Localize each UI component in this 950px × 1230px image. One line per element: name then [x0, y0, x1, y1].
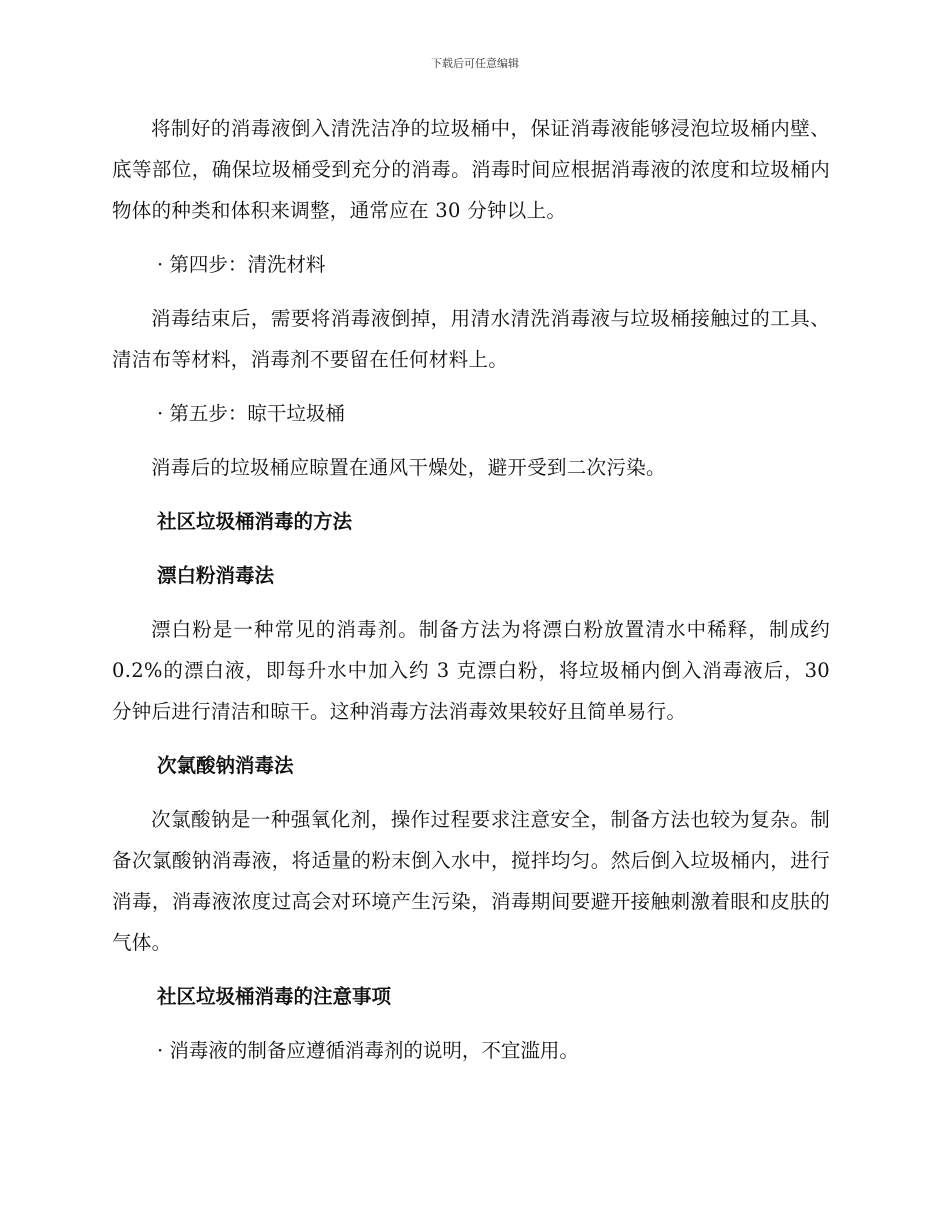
- section-heading-methods: 社区垃圾桶消毒的方法: [157, 510, 353, 533]
- paragraph-bleach-method: 漂白粉是一种常见的消毒剂。制备方法为将漂白粉放置清水中稀释，制成约 0.2%的漂白液，即每升水中加入约 3 克漂白粉，将垃圾桶内倒入消毒液后，30 分钟后进行清洁和晾干。这种消毒方法消毒效果较好且简单易行。: [112, 618, 830, 723]
- paragraph-disinfect-soak: 将制好的消毒液倒入清洗洁净的垃圾桶中，保证消毒液能够浸泡垃圾桶内壁、底等部位，确保垃圾桶受到充分的消毒。消毒时间应根据消毒液的浓度和垃圾桶内物体的种类和体积来调整，通常应在 30 分钟以上。: [112, 117, 830, 222]
- paragraph-wash-materials: 消毒结束后，需要将消毒液倒掉，用清水清洗消毒液与垃圾桶接触过的工具、清洁布等材料，消毒剂不要留在任何材料上。: [112, 307, 830, 371]
- subheading-hypochlorite-method: 次氯酸钠消毒法: [157, 754, 294, 777]
- page-header: 下载后可任意编辑: [431, 57, 519, 70]
- subheading-bleach-method: 漂白粉消毒法: [157, 564, 275, 587]
- step-four-heading: · 第四步：清洗材料: [157, 253, 326, 276]
- step-five-heading: · 第五步：晾干垃圾桶: [157, 402, 345, 425]
- document-body: [112, 108, 830, 1071]
- section-heading-precautions: 社区垃圾桶消毒的注意事项: [157, 985, 392, 1008]
- paragraph-dry-bin: 消毒后的垃圾桶应晾置在通风干燥处，避开受到二次污染。: [151, 456, 666, 479]
- paragraph-hypochlorite-method: 次氯酸钠是一种强氧化剂，操作过程要求注意安全，制备方法也较为复杂。制备次氯酸钠消毒液，将适量的粉末倒入水中，搅拌均匀。然后倒入垃圾桶内，进行消毒，消毒液浓度过高会对环境产生污染，消毒期间要避开接触刺激着眼和皮肤的气体。: [112, 808, 830, 954]
- precaution-item: · 消毒液的制备应遵循消毒剂的说明，不宜滥用。: [157, 1039, 579, 1062]
